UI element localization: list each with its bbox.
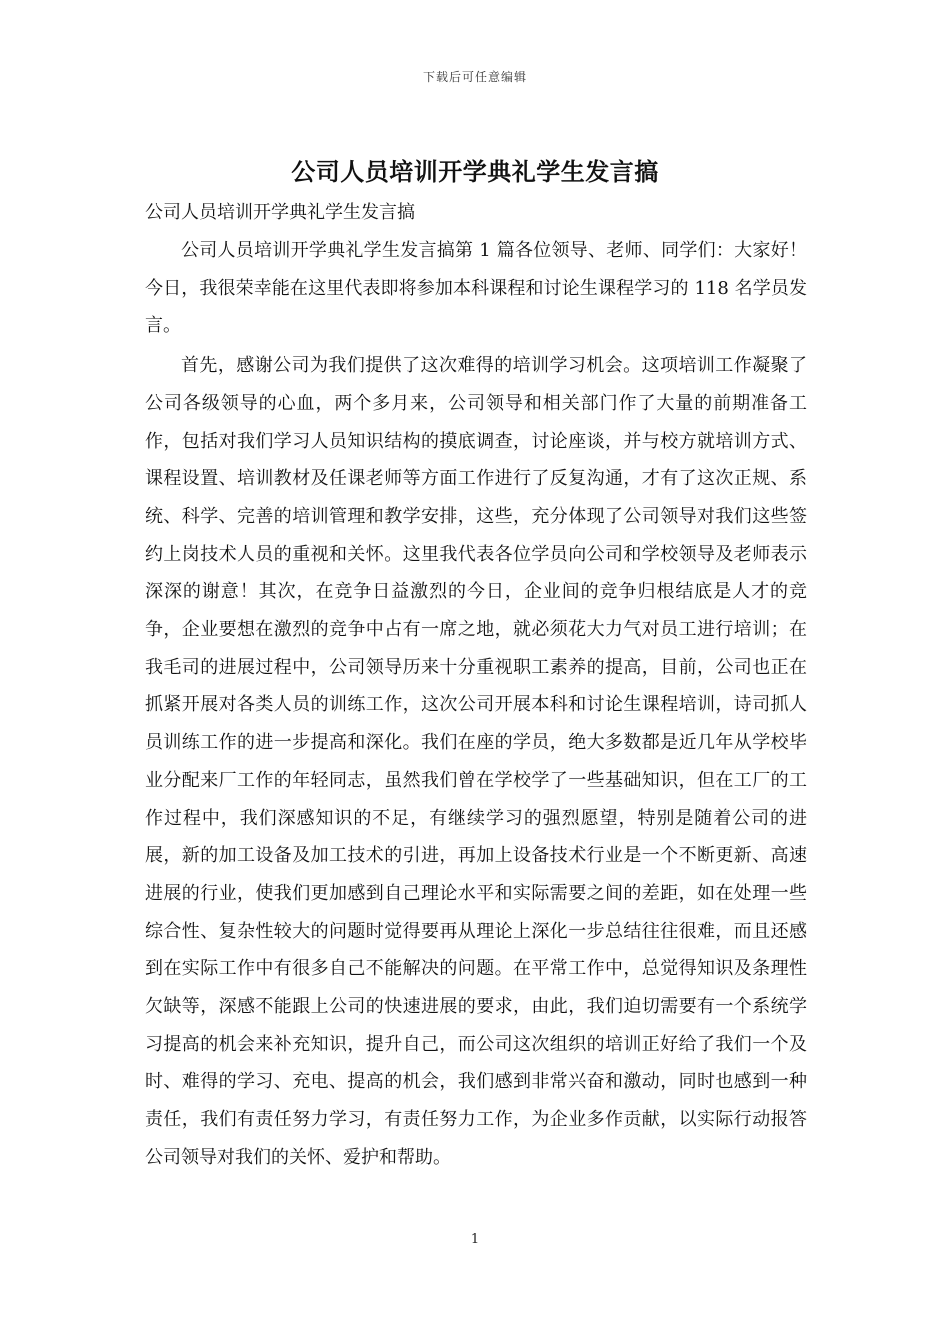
paragraph-2: 首先，感谢公司为我们提供了这次难得的培训学习机会。这项培训工作凝聚了公司各级领导的心血，两个多月来，公司领导和相关部门作了大量的前期准备工作，包括对我们学习人员知识结构的摸底调查，讨论座谈，并与校方就培训方式、课程设置、培训教材及任课老师等方面工作进行了反复沟通，才有了这次正规、系统、科学、完善的培训管理和教学安排，这些，充分体现了公司领导对我们这些签约上岗技术人员的重视和关怀。这里我代表各位学员向公司和学校领导及老师表示深深的谢意！其次，在竞争日益激烈的今日，企业间的竞争归根结底是人才的竞争，企业要想在激烈的竞争中占有一席之地，就必须花大力气对员工进行培训；在我毛司的进展过程中，公司领导历来十分重视职工素养的提高，目前，公司也正在抓紧开展对各类人员的训练工作，这次公司开展本科和讨论生课程培训，诗司抓人员训练工作的进一步提高和深化。我们在座的学员，绝大多数都是近几年从学校毕业分配来厂工作的年轻同志，虽然我们曾在学校学了一些基础知识，但在工厂的工作过程中，我们深感知识的不足，有继续学习的强烈愿望，特别是随着公司的进展，新的加工设备及加工技术的引进，再加上设备技术行业是一个不断更新、高速进展的行业，使我们更加感到自己理论水平和实际需要之间的差距，如在处理一些综合性、复杂性较大的问题时觉得要再从理论上深化一步总结往往很难，而且还感到在实际工作中有很多自己不能解决的问题。在平常工作中，总觉得知识及条理性欠缺等，深感不能跟上公司的快速进展的要求，由此，我们迫切需要有一个系统学习提高的机会来补充知识，提升自己，而公司这次组织的培训正好给了我们一个及时、难得的学习、充电、提高的机会，我们感到非常兴奋和激动，同时也感到一种责任，我们有责任努力学习，有责任努力工作，为企业多作贡献，以实际行动报答公司领导对我们的关怀、爱护和帮助。 bbox=[145, 355, 807, 1168]
paragraph-1: 公司人员培训开学典礼学生发言搞第 1 篇各位领导、老师、同学们：大家好！今日，我很荣幸能在这里代表即将参加本科课程和讨论生课程学习的 118 名学员发言。 bbox=[145, 240, 807, 337]
page-number: 1 bbox=[470, 1232, 480, 1247]
document-title: 公司人员培训开学典礼学生发言搞 bbox=[291, 157, 659, 186]
document-body bbox=[145, 196, 807, 1177]
document-subtitle: 公司人员培训开学典礼学生发言搞 bbox=[145, 202, 415, 223]
header-note: 下载后可任意编辑 bbox=[422, 70, 527, 84]
